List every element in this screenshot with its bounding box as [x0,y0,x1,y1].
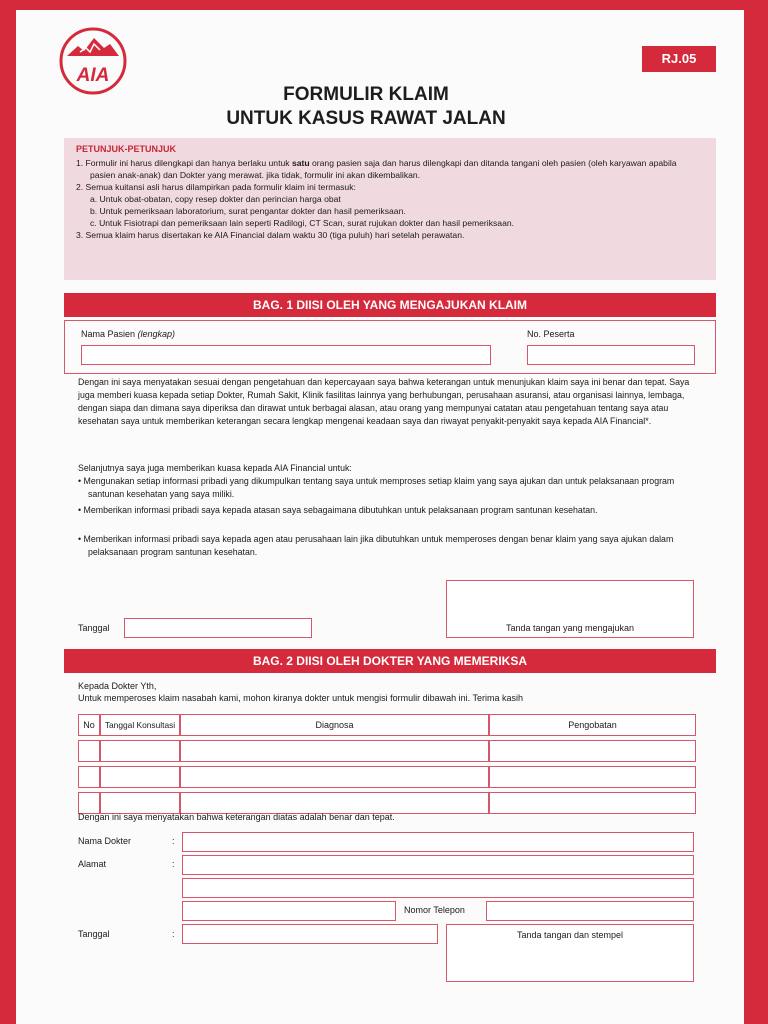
cell-treatment[interactable] [489,766,696,788]
aia-logo [58,26,128,96]
col-header-treatment: Pengobatan [489,714,696,736]
instructions-heading: PETUNJUK-PETUNJUK [76,144,177,154]
phone-label: Nomor Telepon [404,905,465,915]
patient-name-label: Nama Pasien (lengkap) [81,329,176,339]
doctor-date-field[interactable] [182,924,438,944]
patient-name-field[interactable] [81,345,491,365]
cell-diagnosis[interactable] [180,766,489,788]
table-row [78,792,696,814]
form-code-badge: RJ.05 [642,46,716,72]
cell-no[interactable] [78,792,100,814]
cell-diagnosis[interactable] [180,792,489,814]
authorization-bullet-3: • Memberikan informasi pribadi saya kepada agen atau perusahaan lain jika dibutuhkan untuk memperoses dengan benar klaim yang saya ajukan dalam pelaksanaan program santunan kesehatan. [78,534,674,557]
instruction-item-2b: b. Untuk pemeriksaan laboratorium, surat pengantar dokter dan hasil pemeriksaan. [90,206,406,216]
address-field-line1[interactable] [182,855,694,875]
cell-no[interactable] [78,766,100,788]
consultation-table [78,710,696,818]
claimant-signature-label: Tanda tangan yang mengajukan [505,623,635,633]
table-row [78,766,696,788]
svg-text:AIA: AIA [76,65,110,86]
address-field-line3[interactable] [182,901,396,921]
table-row [78,740,696,762]
form-title-line1: FORMULIR KLAIM [283,84,449,105]
authorization-intro: Selanjutnya saya juga memberikan kuasa kepada AIA Financial untuk: [78,463,352,473]
cell-date[interactable] [100,792,180,814]
cell-no[interactable] [78,740,100,762]
authorization-bullet-2: • Memberikan informasi pribadi saya kepada atasan saya sebagaimana dibutuhkan untuk pelaksanaan program santunan kesehatan. [78,505,598,515]
address-colon: : [172,859,175,869]
address-field-line2[interactable] [182,878,694,898]
col-header-date: Tanggal Konsultasi [100,714,180,736]
table-header-row [78,714,696,736]
form-title-line2: UNTUK KASUS RAWAT JALAN [226,108,506,129]
phone-field[interactable] [486,901,694,921]
doctor-statement: Dengan ini saya menyatakan bahwa keterangan diatas adalah benar dan tepat. [78,812,395,822]
authorization-bullet-1: • Mengunakan setiap informasi pribadi yang dikumpulkan tentang saya untuk memproses setiap klaim yang saya ajukan dan untuk pelaksanaan program santunan kesehatan yang saya miliki. [78,476,675,499]
cell-diagnosis[interactable] [180,740,489,762]
address-label: Alamat [78,859,107,869]
instruction-item-2a: a. Untuk obat-obatan, copy resep dokter dan perincian harga obat [90,194,341,204]
declaration-paragraph: Dengan ini saya menyatakan sesuai dengan pengetahuan dan kepercayaan saya bahwa keterangan untuk menunjukan klaim saya ini benar dan tepat. Saya juga memberi kuasa kepada setiap Dokter, Rumah Sakit, Klinik fasilitas lainnya yang berhubungan, perusahaan asuransi, atau organisasi lainnya, lembaga, dengan siapa dan dimana saya diperiksa dan dirawat untuk berbagai alasan, atau orang yang mempunyai catatan atau pengetahuan tentang saya atau kesehatan saya untuk memberikan keterangan secara lengkap mengenai keadaan saya dan riwayat penyakit-penyakit saya kepada AIA Financial*. [78,377,690,426]
doctor-date-label: Tanggal [78,929,110,939]
member-no-label: No. Peserta [527,329,575,339]
cell-date[interactable] [100,740,180,762]
col-header-diagnosis: Diagnosa [180,714,489,736]
doctor-name-colon: : [172,836,175,846]
instruction-item-2c: c. Untuk Fisiotrapi dan pemeriksaan lain seperti Radilogi, CT Scan, surat rujukan dokter dan hasil pemeriksaan. [90,218,515,228]
doctor-name-field[interactable] [182,832,694,852]
doctor-name-label: Nama Dokter [78,836,132,846]
col-header-no: No [78,714,100,736]
doctor-signature-label: Tanda tangan dan stempel [516,930,624,940]
section1-header: BAG. 1 DIISI OLEH YANG MENGAJUKAN KLAIM [64,293,716,317]
instruction-item-1: 1. Formulir ini harus dilengkapi dan hanya berlaku untuk satu orang pasien saja dan harus dilengkapi dan ditanda tangani oleh pasien (oleh karyawan apabila pasien anak-anak) dan Dokter yang merawat. jika tidak, formulir ini akan dikembalikan. [76,158,677,180]
instructions-panel [64,138,716,280]
patient-info-panel [64,320,716,374]
instruction-item-2: 2. Semua kuitansi asli harus dilampirkan pada formulir klaim ini termasuk: [76,182,356,192]
member-no-field[interactable] [527,345,695,365]
doctor-salutation: Kepada Dokter Yth, [78,681,157,691]
form-sheet [16,10,744,1024]
claimant-date-field[interactable] [124,618,312,638]
claimant-signature-box[interactable] [446,580,694,638]
cell-treatment[interactable] [489,740,696,762]
claimant-date-label: Tanggal [78,623,110,633]
cell-date[interactable] [100,766,180,788]
doctor-date-colon: : [172,929,175,939]
cell-treatment[interactable] [489,792,696,814]
section2-header: BAG. 2 DIISI OLEH DOKTER YANG MEMERIKSA [64,649,716,673]
instruction-item-3: 3. Semua klaim harus disertakan ke AIA Financial dalam waktu 30 (tiga puluh) hari setelah perawatan. [76,230,465,240]
doctor-signature-box[interactable] [446,924,694,982]
doctor-request: Untuk memperoses klaim nasabah kami, mohon kiranya dokter untuk mengisi formulir dibawah ini. Terima kasih [78,693,524,703]
